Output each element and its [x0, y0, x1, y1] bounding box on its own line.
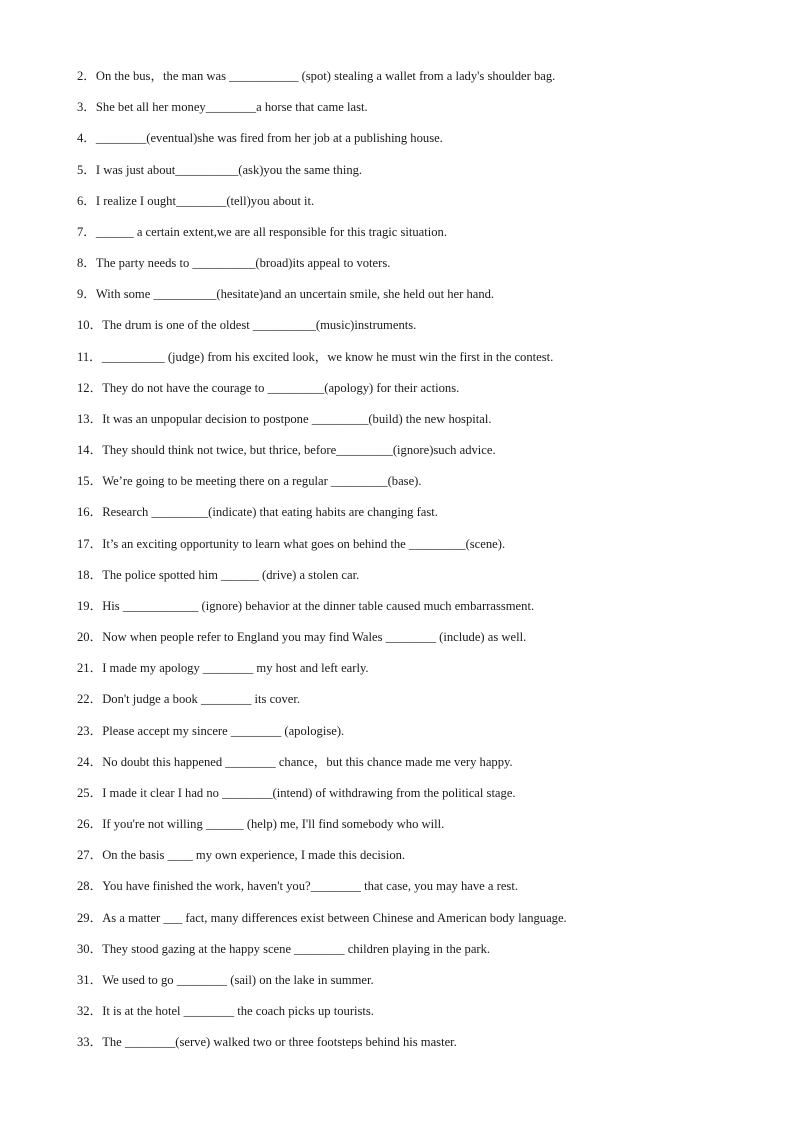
question-text: ________(eventual)she was fired from her job at a publishing house. — [95, 131, 443, 146]
question-item — [77, 128, 767, 159]
question-text: It is at the hotel ________ the coach picks up tourists. — [102, 1004, 374, 1019]
question-text: __________ (judge) from his excited look，we know he must win the first in the contest. — [101, 349, 554, 364]
question-number: 3． — [77, 100, 96, 115]
question-item — [77, 534, 767, 565]
question-number: 10． — [77, 318, 103, 333]
question-number: 17． — [77, 536, 103, 551]
question-text: You have finished the work, haven't you?________ that case, you may have a rest. — [102, 879, 518, 894]
question-item — [77, 253, 767, 284]
question-item — [77, 596, 767, 627]
question-item — [77, 160, 767, 191]
question-text: I made my apology ________ my host and left early. — [102, 661, 369, 676]
question-number: 14． — [77, 443, 103, 458]
question-item — [77, 876, 767, 907]
question-item — [77, 565, 767, 596]
question-text: As a matter ___ fact, many differences exist between Chinese and American body language. — [102, 910, 567, 925]
question-item — [77, 284, 767, 315]
question-text: It was an unpopular decision to postpone _________(build) the new hospital. — [102, 411, 492, 426]
question-text: On the basis ____ my own experience, I made this decision. — [102, 848, 406, 863]
question-item — [77, 783, 767, 814]
question-item — [77, 97, 767, 128]
question-item — [77, 627, 767, 658]
question-item — [77, 721, 767, 752]
question-number: 13． — [77, 411, 103, 426]
question-text: I was just about__________(ask)you the same thing. — [95, 162, 363, 177]
question-item — [77, 814, 767, 845]
question-item — [77, 471, 767, 502]
question-number: 12． — [77, 380, 103, 395]
question-text: On the bus，the man was ___________ (spot) stealing a wallet from a lady's shoulder bag. — [95, 69, 556, 83]
question-number: 5． — [77, 162, 96, 177]
question-text: I made it clear I had no ________(intend) of withdrawing from the political stage. — [102, 785, 516, 800]
question-number: 4． — [77, 131, 96, 146]
question-item — [77, 908, 767, 939]
question-number: 19． — [77, 598, 103, 613]
question-text: The ________(serve) walked two or three footsteps behind his master. — [102, 1035, 457, 1050]
question-item — [77, 191, 767, 222]
question-number: 25． — [77, 785, 103, 800]
question-number: 21． — [77, 661, 103, 676]
question-number: 28． — [77, 879, 103, 894]
question-text: They stood gazing at the happy scene ________ children playing in the park. — [102, 941, 491, 956]
question-number: 27． — [77, 848, 103, 863]
question-text: Now when people refer to England you may find Wales ________ (include) as well. — [102, 630, 527, 645]
question-number: 29． — [77, 910, 103, 925]
question-item — [77, 658, 767, 689]
question-item — [77, 1032, 767, 1063]
question-item — [77, 315, 767, 346]
question-number: 18． — [77, 567, 103, 582]
question-number: 2． — [77, 69, 96, 83]
question-text: It’s an exciting opportunity to learn what goes on behind the _________(scene). — [102, 536, 506, 551]
question-number: 9． — [77, 287, 96, 302]
question-number: 31． — [77, 972, 103, 987]
question-item — [77, 689, 767, 720]
question-text: We’re going to be meeting there on a regular _________(base). — [102, 474, 422, 489]
question-item — [77, 970, 767, 1001]
question-number: 26． — [77, 817, 103, 832]
question-item — [77, 845, 767, 876]
question-item — [77, 939, 767, 970]
question-text: We used to go ________ (sail) on the lake in summer. — [102, 972, 374, 987]
question-text: ______ a certain extent,we are all responsible for this tragic situation. — [95, 224, 448, 239]
question-item — [77, 502, 767, 533]
question-item — [77, 378, 767, 409]
question-number: 7． — [77, 224, 96, 239]
question-item — [77, 1001, 767, 1032]
question-number: 20． — [77, 630, 103, 645]
question-text: They should think not twice, but thrice, before_________(ignore)such advice. — [102, 443, 496, 458]
question-number: 32． — [77, 1004, 103, 1019]
question-item — [77, 752, 767, 783]
question-item — [77, 409, 767, 440]
question-text: I realize I ought________(tell)you about it. — [95, 193, 315, 208]
question-text: Don't judge a book ________ its cover. — [102, 692, 300, 707]
question-text: With some __________(hesitate)and an uncertain smile, she held out her hand. — [95, 287, 495, 302]
question-number: 15． — [77, 474, 103, 489]
question-text: His ____________ (ignore) behavior at the dinner table caused much embarrassment. — [102, 598, 535, 613]
question-list — [77, 66, 767, 1064]
question-item — [77, 222, 767, 253]
question-text: If you're not willing ______ (help) me, I'll find somebody who will. — [102, 817, 445, 832]
question-item — [77, 347, 767, 378]
question-text: They do not have the courage to _________(apology) for their actions. — [102, 380, 460, 395]
question-number: 24． — [77, 754, 103, 769]
question-item — [77, 440, 767, 471]
question-number: 8． — [77, 256, 96, 271]
question-text: The police spotted him ______ (drive) a stolen car. — [102, 567, 360, 582]
question-number: 33． — [77, 1035, 103, 1050]
question-number: 23． — [77, 723, 103, 738]
question-text: She bet all her money________a horse that came last. — [95, 100, 368, 115]
question-text: The drum is one of the oldest __________(music)instruments. — [102, 318, 417, 333]
question-number: 30． — [77, 941, 103, 956]
question-text: The party needs to __________(broad)its appeal to voters. — [95, 256, 391, 271]
question-number: 11． — [77, 349, 102, 364]
question-item — [77, 66, 767, 97]
question-number: 6． — [77, 193, 96, 208]
question-number: 22． — [77, 692, 103, 707]
question-text: Research _________(indicate) that eating habits are changing fast. — [102, 505, 438, 520]
question-text: No doubt this happened ________ chance，but this chance made me very happy. — [102, 754, 513, 769]
question-number: 16． — [77, 505, 103, 520]
question-text: Please accept my sincere ________ (apologise). — [102, 723, 345, 738]
